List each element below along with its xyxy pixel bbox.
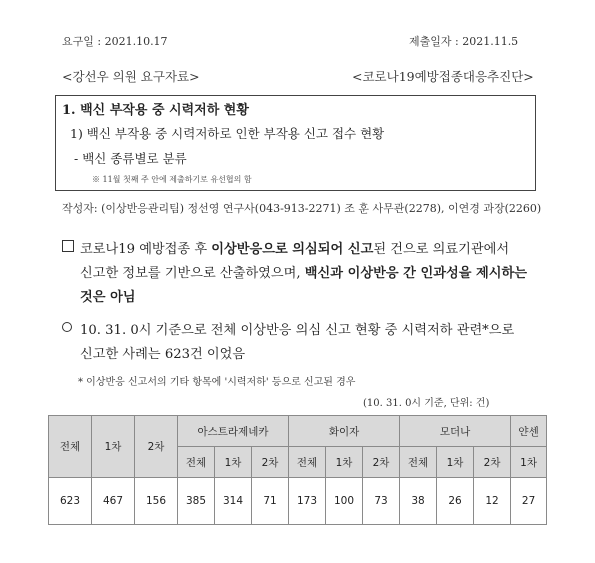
para1-line1: 코로나19 예방접종 후 이상반응으로 의심되어 신고된 건으로 의료기관에서: [80, 242, 510, 257]
request-date: 요구일 : 2021.10.17: [62, 35, 168, 48]
requester-label: <강선우 의원 요구자료>: [62, 69, 200, 84]
submit-date: 제출일자 : 2021.11.5: [409, 35, 519, 48]
table-header-row: [49, 416, 547, 447]
sub-dose2: 2차: [252, 447, 289, 478]
cell-value: 314: [215, 478, 252, 525]
header-pfizer: 화이자: [289, 416, 400, 447]
cell-value: 12: [474, 478, 511, 525]
cell-value: 385: [178, 478, 215, 525]
header-dose2: 2차: [135, 416, 178, 478]
adverse-reaction-table: [48, 415, 547, 525]
author-line: 작성자: (이상반응관리팀) 정선영 연구사(043-913-2271) 조 훈 사무관(2278), 이연경 과장(2260): [62, 202, 542, 215]
cell-value: 467: [92, 478, 135, 525]
table-row: [49, 478, 547, 525]
cell-value: 73: [363, 478, 400, 525]
box-note: ※ 11월 첫째 주 안에 제출하기로 유선협의 함: [92, 175, 252, 184]
cell-value: 26: [437, 478, 474, 525]
sub-dose1: 1차: [326, 447, 363, 478]
cell-value: 156: [135, 478, 178, 525]
box-item: 1) 백신 부작용 중 시력저하로 인한 부작용 신고 접수 현황: [70, 126, 385, 141]
header-janssen: 얀센: [511, 416, 547, 447]
unit-note: (10. 31. 0시 기준, 단위: 건): [363, 398, 490, 409]
request-box: [55, 95, 536, 191]
header-astrazeneca: 아스트라제네카: [178, 416, 289, 447]
sub-dose1: 1차: [215, 447, 252, 478]
box-title: 1. 백신 부작용 중 시력저하 현황: [62, 103, 249, 118]
sub-total: 전체: [289, 447, 326, 478]
footnote: * 이상반응 신고서의 기타 항목에 '시력저하' 등으로 신고된 경우: [78, 377, 356, 388]
sub-dose2: 2차: [474, 447, 511, 478]
responder-label: <코로나19예방접종대응추진단>: [352, 69, 534, 84]
sub-janssen-dose1: 1차: [511, 447, 547, 478]
sub-dose1: 1차: [437, 447, 474, 478]
header-moderna: 모더나: [400, 416, 511, 447]
para1-line2: 신고한 정보를 기반으로 산출하였으며, 백신과 이상반응 간 인과성을 제시하는: [80, 266, 527, 281]
sub-dose2: 2차: [363, 447, 400, 478]
para2-line1: 10. 31. 0시 기준으로 전체 이상반응 의심 신고 현황 중 시력저하 관련*으로: [80, 323, 515, 338]
header-dose1: 1차: [92, 416, 135, 478]
para1-line3: 것은 아님: [80, 290, 136, 305]
sub-total: 전체: [400, 447, 437, 478]
cell-value: 100: [326, 478, 363, 525]
cell-value: 71: [252, 478, 289, 525]
para2-line2: 신고한 사례는 623건 이었음: [80, 347, 246, 362]
cell-value: 27: [511, 478, 547, 525]
square-bullet-icon: [62, 240, 74, 252]
box-sub: - 백신 종류별로 분류: [74, 151, 187, 166]
header-total: 전체: [49, 416, 92, 478]
cell-value: 173: [289, 478, 326, 525]
cell-value: 38: [400, 478, 437, 525]
sub-total: 전체: [178, 447, 215, 478]
cell-value: 623: [49, 478, 92, 525]
circle-bullet-icon: [62, 322, 72, 332]
